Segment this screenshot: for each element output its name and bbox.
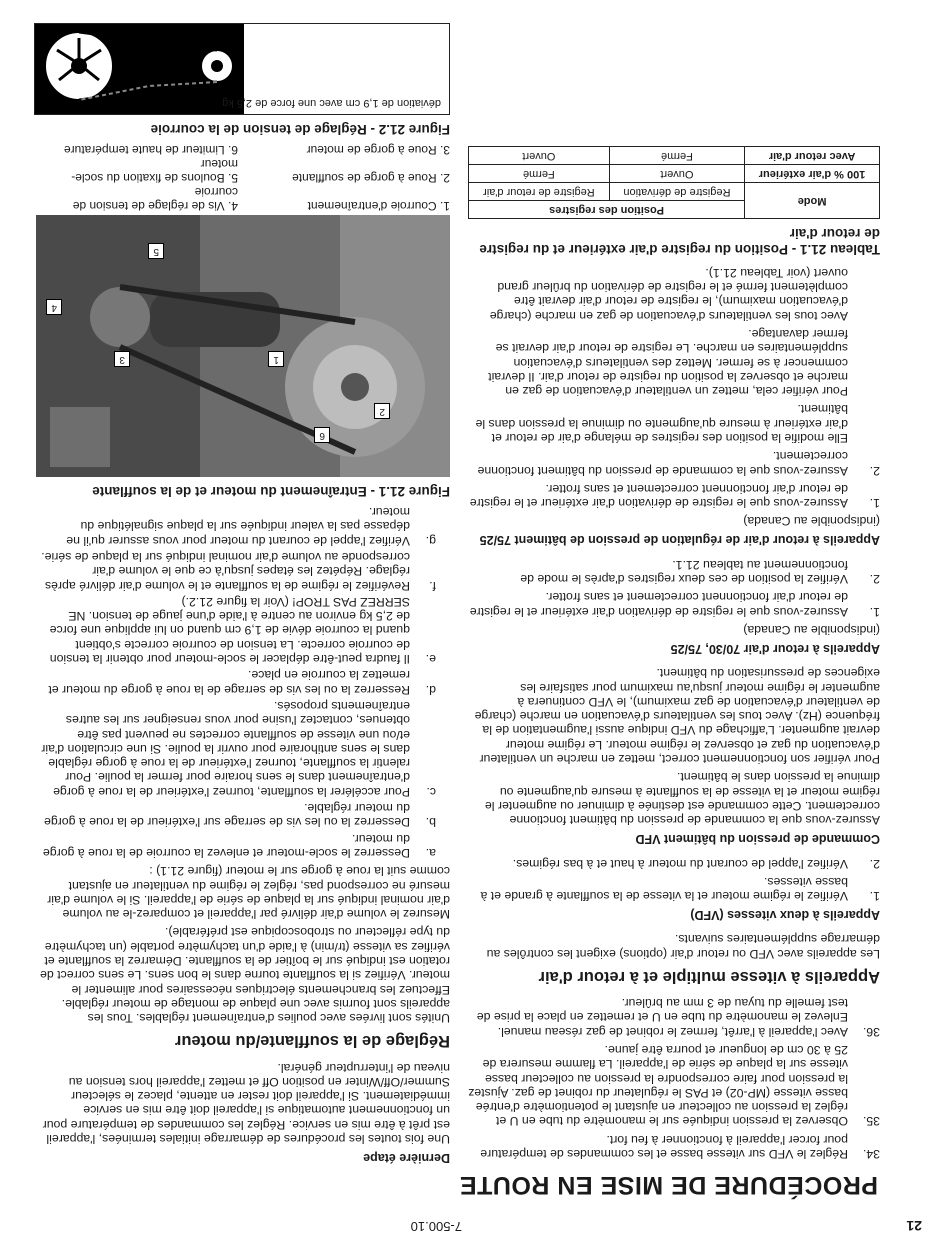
blower-step-a: a. Desserrez le socle-moteur et enlevez la courroie de la roue à gorge du moteur. <box>42 831 436 860</box>
legend-item: 2. Roue à gorge de soufflante <box>292 170 450 185</box>
table-header-group: Position des registres <box>469 201 745 219</box>
blower-paragraph-1: Unités sont livrées avec poulies d'entraînement réglables. Tous les appareils sont fournis avec une plaque de montage de moteur réglable. Effectuez les branchements électriques nécessaires pour alimenter le moteur. Vérifiez si la soufflante tourne dans le bon sens. Le sens correct de rotation est indiqué sur le boîtier de la soufflante. Démarrez la soufflante et vérifiez sa vitesse (tr/min) à l'aide d'un tachymètre portable (un tachymètre du type réflecteur ou stroboscopique est préférable). <box>40 925 450 1026</box>
table-header-return: Registre de retour d'air <box>469 183 610 201</box>
table-row: 100 % d'air extérieur Ouvert Fermé <box>469 165 880 183</box>
belt-tension-figure <box>34 23 450 115</box>
document-number: 7-500.10 <box>410 1219 462 1234</box>
right-column <box>38 23 450 1199</box>
callout-6: 6 <box>314 427 330 443</box>
multi-speed-heading: Appareils à vitesse multiple et à retour d'air <box>538 967 880 986</box>
vfd-heading: Commande de pression du bâtiment VFD <box>635 832 880 847</box>
return-air-7030-step-1: 1. Assurez-vous que le registre de dérivation d'air extérieur et le registre de retour d'air fonctionnent correctement et sans frotter. <box>469 590 880 619</box>
vfd-paragraph-2: Pour vérifier son fonctionnement correct, mettez en marche un ventilateur d'évacuation du gaz et observez le régime moteur. Le régime moteur devrait augmenter. L'affichage du VFD indique aussi l'augmentation de la fréquence (Hz). Avec tous les ventilateurs d'évacuation en marche (charge de ventilateur d'évacuation de gaz maximum), le VFD continuera à augmenter le régime moteur jusqu'au maximum pour satisfaire les exigences de pressurisation du bâtiment. <box>474 666 880 767</box>
return-air-7030-heading: Appareils à retour d'air 70/30, 75/25 <box>670 641 880 656</box>
return-air-7525-note: (indisponible au Canada) <box>743 514 880 529</box>
callout-5: 5 <box>148 243 164 259</box>
legend-item: 5. Boulons de fixation du socle-moteur <box>71 156 238 185</box>
callout-4: 4 <box>46 299 62 315</box>
page-title: PROCÉDURE DE MISE EN ROUTE <box>459 1171 878 1199</box>
multi-speed-intro: Les appareils avec VFD ou retour d'air (options) exigent les contrôles au démarrage supplémentaires suivants. <box>486 932 880 961</box>
return-air-7525-paragraph-3: Avec tous les ventilateurs d'évacuation de gaz en marche (charge d'évacuation maximum), le registre de retour d'air devrait être complètement fermé et le registre de dérivation du brûleur grand ouvert (voir Tableau 21.1). <box>489 265 848 323</box>
blower-paragraph-2: Mesurez le volume d'air délivré par l'appareil et comparez-le au volume d'air nominal indiqué sur la plaque de série de l'appareil. Si le volume d'air mesuré ne correspond pas, réglez le régime du ventilateur en ajustant comme suit la roue à gorge sur le moteur (figure 21.1) : <box>47 864 450 922</box>
blower-step-d: d. Resserrez la ou les vis de serrage de la roue à gorge du moteur et remettez la courroie en place. <box>48 668 436 697</box>
callout-3: 3 <box>114 351 130 367</box>
final-step-heading: Dernière étape <box>363 1151 450 1165</box>
return-air-7030-note: (indisponible au Canada) <box>743 622 880 637</box>
figure-1-caption: Figure 21.1 - Entraînement du moteur et de la soufflante <box>92 483 450 499</box>
return-air-7525-step-1: 1. Assurez-vous que le registre de dérivation d'air extérieur et le registre de retour d'air fonctionnent correctement et sans frotter. <box>469 481 880 511</box>
vfd-paragraph-1: Assurez-vous que la commande de pression du bâtiment fonctionne correctement. Cette commande est destinée à diminuer ou augmenter le régime moteur et la vitesse de la soufflante à mesure qu'augmente ou diminue la pression dans le bâtiment. <box>484 770 880 828</box>
motor-blower-photo <box>36 215 450 477</box>
figure-2-caption: Figure 21.2 - Réglage de tension de la courroie <box>150 121 450 137</box>
two-speed-step-1: 1. Vérifiez le régime moteur et la vitesse de la soufflante à grande et à basse vitesses. <box>480 874 880 904</box>
blower-step-g: g. Vérifiez l'appel de courant du moteur pour vous assurer qu'il ne dépasse pas la valeur indiquée sur la plaque signalétique du moteur. <box>66 505 436 548</box>
table-title: Tableau 21.1 - Position du registre d'air extérieur et du registre de retour d'air <box>479 226 880 258</box>
return-air-7525-heading: Appareils à retour d'air de régulation de pression de bâtiment 75/25 <box>479 533 880 548</box>
damper-position-table <box>468 146 880 219</box>
blower-step-c: c. Pour accélérer la soufflante, tournez l'extérieur de la roue à gorge d'entraînement dans le sens horaire pour fermer la poulie. Pour ralentir la soufflante, tournez l'extérieur de la roue à gorge réglable dans le sens antihoraire pour ouvrir la poulie. Si une circulation d'air et/ou une vitesse de soufflante correctes ne peuvent pas être obtenues, contactez l'usine pour vous renseigner sur les autres entraînements proposés. <box>41 698 436 799</box>
step-34: 34. Réglez le VFD sur vitesse basse et les commandes de température pour forcer l'appareil à fonctionner à feu fort. <box>480 1132 880 1161</box>
return-air-7030-step-2: 2. Vérifiez la position de ces deux registres d'après le mode de fonctionnement au tableau 21.1. <box>520 557 880 587</box>
left-column <box>466 146 880 1161</box>
return-air-7525-step-2: 2. Assurez-vous que la commande de pression du bâtiment fonctionne correctement. <box>477 449 880 478</box>
table-header-mode: Mode <box>745 183 880 219</box>
table-header-bypass: Registre de dérivation <box>609 183 744 201</box>
legend-item: 3. Roue à gorge de moteur <box>306 142 450 157</box>
return-air-7525-paragraph-1: Elle modifie la position des registres de mélange d'air de retour et d'air extérieur à mesure qu'augmente ou diminue la pression dans le bâtiment. <box>475 402 848 446</box>
callout-2: 2 <box>374 403 390 419</box>
figure-1-legend <box>38 143 450 213</box>
blower-step-f: f. Revérifiez le régime de la soufflante et le volume d'air délivré après réglage. Répétez les étapes jusqu'à ce que le volume d'air corresponde au volume d'air nominal indiqué sur la plaque de série. <box>41 550 436 593</box>
page-number: 21 <box>906 1218 922 1234</box>
belt-deflection-note: déviation de 1,9 cm avec une force de 2,5 kg <box>222 96 441 109</box>
blower-step-e: e. Il faudra peut-être déplacer le socle-moteur pour obtenir la tension de courroie correcte. La tension de courroie correcte s'obtient quand la courroie dévie de 1,9 cm quand on lui applique une force de 2,5 kg environ au centre à l'aide d'une jauge de tension. NE SERREZ PAS TROP! (Voir la figure 21.2.) <box>49 594 436 667</box>
return-air-7525-paragraph-2: Pour vérifier cela, mettez un ventilateur d'évacuation de gaz en marche et observez la position du registre de retour d'air. Il devrait commencer à se fermer. Mettez des ventilateurs d'évacuation supplémentaires en marche. Le registre de retour d'air devrait se fermer davantage. <box>488 326 848 399</box>
two-speed-step-2: 2. Vérifiez l'appel de courant du moteur à haut et à bas régimes. <box>512 856 880 871</box>
legend-item: 6. Limiteur de haute température <box>63 142 238 157</box>
final-step-paragraph: Une fois toutes les procédures de démarrage initiales terminées, l'appareil est prêt à être mis en service. Réglez les commandes de température pour un fonctionnement automatique si l'appareil doit être mis en service immédiatement. Si l'appareil doit rester en attente, placez le sélecteur Summer/Off/Winter en position Off et mettez l'appareil hors tension au niveau de l'interrupteur général. <box>42 1060 450 1146</box>
blower-step-b: b. Desserrez la ou les vis de serrage sur l'extérieur de la roue à gorge du moteur réglable. <box>44 801 436 830</box>
legend-item: 4. Vis de réglage de tension de courroie <box>72 184 238 213</box>
callout-1: 1 <box>268 351 284 367</box>
legend-item: 1. Courroie d'entraînement <box>307 198 450 213</box>
blower-heading: Réglage de la soufflante/du moteur <box>174 1032 450 1051</box>
table-row: Avec retour d'air Fermé Ouvert <box>469 147 880 165</box>
two-speed-heading: Appareils à deux vitesses (VFD) <box>690 908 880 923</box>
step-35: 35. Observez la pression indiquée sur le manomètre du tube en U et réglez la pression au collecteur en ajustant le potentiomètre d'entrée basse vitesse (MP-02) et PAS le régulateur du robinet de gaz. Ajustez la pression pour faire correspondre la pression au collecteur basse vitesse sur la plaque de série de l'appareil. La flamme mesurera de 25 à 30 cm de longueur et pourra être jaune. <box>468 1042 880 1129</box>
step-36: 36. Avec l'appareil à l'arrêt, fermez le robinet de gaz réseau manuel. Enlevez le manomètre du tube en U et remettez en place la prise de test femelle du tuyau de 3 mm au brûleur. <box>476 996 880 1039</box>
